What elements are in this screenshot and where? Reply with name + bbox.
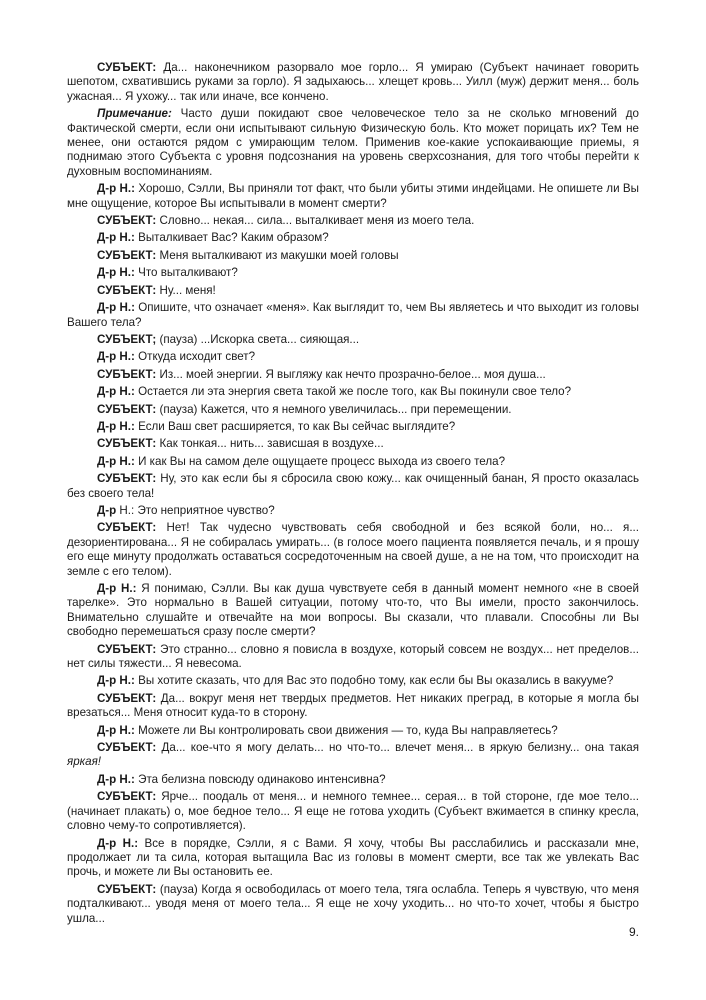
paragraph	[67, 333, 639, 347]
text-run: Откуда исходит свет?	[134, 350, 256, 364]
paragraph	[67, 266, 639, 280]
paragraph	[67, 368, 639, 382]
paragraph	[67, 437, 639, 451]
speaker-label: СУБЪЕКТ:	[97, 790, 157, 804]
text-run: Ну, это как если бы я сбросила свою кожу... как очищенный банан, Я просто оказалась без своего тела!	[67, 472, 639, 500]
paragraph	[67, 674, 639, 688]
paragraph	[67, 837, 639, 880]
paragraph	[67, 790, 639, 833]
paragraph	[67, 773, 639, 787]
paragraph	[67, 582, 639, 640]
text-run: Все в порядке, Сэлли, я с Вами. Я хочу, чтобы Вы расслабились и рассказали мне, продолжает ли та сила, которая вытащила Вас из головы в момент смерти, все так же увлекать Вас прочь, и можете ли Вы остановить ее.	[67, 836, 639, 879]
speaker-label: Д-р Н.:	[97, 385, 135, 399]
speaker-label: СУБЪЕКТ:	[97, 437, 157, 451]
paragraph	[67, 692, 639, 721]
text-run: Вы хотите сказать, что для Вас это подобно тому, как если бы Вы оказались в вакууме?	[134, 674, 614, 688]
speaker-label: Д-р Н.:	[97, 350, 135, 364]
text-run: (пауза) Кажется, что я немного увеличилась... при перемещении.	[156, 402, 512, 416]
paragraph	[67, 883, 639, 926]
speaker-label: Д-р Н.:	[97, 582, 137, 595]
speaker-label: Д-р	[97, 503, 117, 517]
speaker-label: СУБЪЕКТ:	[97, 367, 157, 381]
paragraph	[67, 455, 639, 469]
speaker-label: СУБЪЕКТ:	[97, 402, 157, 416]
speaker-label: СУБЪЕКТ:	[97, 283, 157, 297]
speaker-label: Примечание:	[97, 107, 172, 121]
text-run: Это странно... словно я повисла в воздухе, который совсем не воздух... нет пределов... нет силы тяжести... Я невесома.	[67, 642, 639, 671]
text-run: Как тонкая... нить... зависшая в воздухе...	[156, 437, 384, 451]
text-run: Меня выталкивают из макушки моей головы	[156, 248, 399, 262]
text-run: Если Ваш свет расширяется, то как Вы сейчас выглядите?	[134, 419, 456, 433]
speaker-label: Д-р Н.:	[97, 301, 135, 315]
text-run: Да... вокруг меня нет твердых предметов. Нет никаких преград, в которые я могла бы врезаться... Меня относит куда-то в сторону.	[67, 691, 639, 720]
paragraph	[67, 472, 639, 501]
speaker-label: СУБЪЕКТ:	[97, 248, 157, 262]
speaker-label: СУБЪЕКТ:	[97, 472, 157, 486]
paragraph	[67, 385, 639, 399]
text-run: Хорошо, Сэлли, Вы приняли тот факт, что были убиты этими индейцами. Не опишете ли Вы мне ощущение, которое Вы испытывали в момент смерти?	[67, 182, 639, 210]
text-run: И как Вы на самом деле ощущаете процесс выхода из своего тела?	[134, 454, 506, 468]
paragraph	[67, 61, 639, 104]
paragraph	[67, 182, 639, 211]
speaker-label: СУБЪЕКТ:	[97, 691, 157, 705]
paragraph	[67, 301, 639, 330]
speaker-label: Д-р Н.:	[97, 836, 139, 850]
speaker-label: Д-р Н.:	[97, 419, 135, 433]
page-number: 9.	[628, 925, 639, 939]
paragraph	[67, 724, 639, 738]
speaker-label: СУБЪЕКТ:	[97, 214, 157, 228]
paragraph	[67, 214, 639, 228]
text-run: Ну... меня!	[156, 283, 216, 297]
speaker-label: Д-р Н.:	[97, 182, 136, 196]
speaker-label: Д-р Н.:	[97, 266, 135, 280]
text-run: Из... моей энергии. Я выгляжу как нечто прозрачно-белое... моя душа...	[156, 367, 546, 381]
text-run: Я понимаю, Сэлли. Вы как душа чувствуете себя в данный момент немного «не в своей тарелке». Это нормально в Вашей ситуации, потому что-то, что Вы имели, просто закончилось. Внимательно слушайте и отвечайте на мои вопросы. Вы сказали, что плавали. Способны ли Вы свободно перемешаться сразу после смерти?	[67, 582, 639, 639]
paragraph	[67, 643, 639, 672]
text-run: Опишите, что означает «меня». Как выглядит то, чем Вы являетесь и что выходит из головы Вашего тела?	[67, 301, 639, 329]
text-run: Да... кое-что я могу делать... но что-то... влечет меня... в яркую белизну... она такая	[156, 741, 639, 755]
text-run: Н.: Это неприятное чувство?	[116, 503, 275, 517]
text-run: Эта белизна повсюду одинаково интенсивна?	[134, 772, 386, 786]
speaker-label: СУБЪЕКТ;	[97, 332, 157, 346]
text-run: Нет! Так чудесно чувствовать себя свободной и без всякой боли, но... я... дезориентирована... Я не собиралась умирать... (в голосе моего пациента появляется печаль, и я прошу его еще минуту продолжать оставаться сосредоточенным на своей душе, а не на том, что происходит на земле с его телом).	[67, 521, 639, 578]
speaker-label: Д-р Н.:	[97, 674, 135, 688]
page-content	[67, 61, 639, 929]
text-run: Словно... некая... сила... выталкивает меня из моего тела.	[156, 214, 475, 228]
emphasis-run: яркая!	[67, 755, 101, 769]
text-run: (пауза) Когда я освободилась от моего тела, тяга ослабла. Теперь я чувствую, что меня подталкивают... уводя меня от моего тела... Я еще не хочу уходить... но что-то хочет, чтобы я быстро ушла...	[67, 882, 639, 925]
text-run: Можете ли Вы контролировать свои движения — то, куда Вы направляетесь?	[134, 723, 558, 737]
text-run: Что выталкивают?	[134, 266, 238, 280]
paragraph	[67, 249, 639, 263]
speaker-label: Д-р Н.:	[97, 454, 135, 468]
paragraph	[67, 504, 639, 518]
paragraph	[67, 403, 639, 417]
paragraph	[67, 231, 639, 245]
speaker-label: СУБЪЕКТ:	[97, 61, 157, 74]
speaker-label: СУБЪЕКТ:	[97, 521, 157, 535]
speaker-label: Д-р Н.:	[97, 723, 135, 737]
text-run: Выталкивает Вас? Каким образом?	[134, 231, 329, 245]
paragraph	[67, 107, 639, 179]
speaker-label: СУБЪЕКТ:	[97, 741, 157, 755]
text-run: Да... наконечником разорвало мое горло... Я умираю (Субъект начинает говорить шепотом, схватившись руками за горло). Я задыхаюсь... хлещет кровь... Уилл (муж) держит меня... боль ужасная... Я ухожу... так или иначе, все кончено.	[67, 61, 639, 103]
paragraph	[67, 741, 639, 770]
text-run: (пауза) ...Искорка света... сияющая...	[156, 332, 360, 346]
paragraph	[67, 521, 639, 579]
paragraph	[67, 350, 639, 364]
text-run: Ярче... поодаль от меня... и немного темнее... серая... в той стороне, где мое тело... (начинает плакать) о, мое бедное тело... Я еще не готова уходить (Субъект вжимается в спинку кресла, словно чему-то сопротивляется).	[67, 790, 639, 833]
text-run: Часто души покидают свое человеческое тело за не сколько мгновений до Фактической смерти, если они испытывают сильную Физическую боль. Кто может порицать их? Тем не менее, они остаются рядом с умирающим телом. Применив кое-какие успокаивающие приемы, я поднимаю этого Субъекта с уровня подсознания на уровень сверхсознания, для того чтобы перейти к духовным воспоминаниям.	[67, 107, 639, 178]
speaker-label: СУБЪЕКТ:	[97, 882, 157, 896]
speaker-label: Д-р Н.:	[97, 772, 135, 786]
text-run: Остается ли эта энергия света такой же после того, как Вы покинули свое тело?	[134, 385, 572, 399]
paragraph	[67, 420, 639, 434]
speaker-label: Д-р Н.:	[97, 231, 135, 245]
speaker-label: СУБЪЕКТ:	[97, 642, 157, 656]
paragraph	[67, 284, 639, 298]
